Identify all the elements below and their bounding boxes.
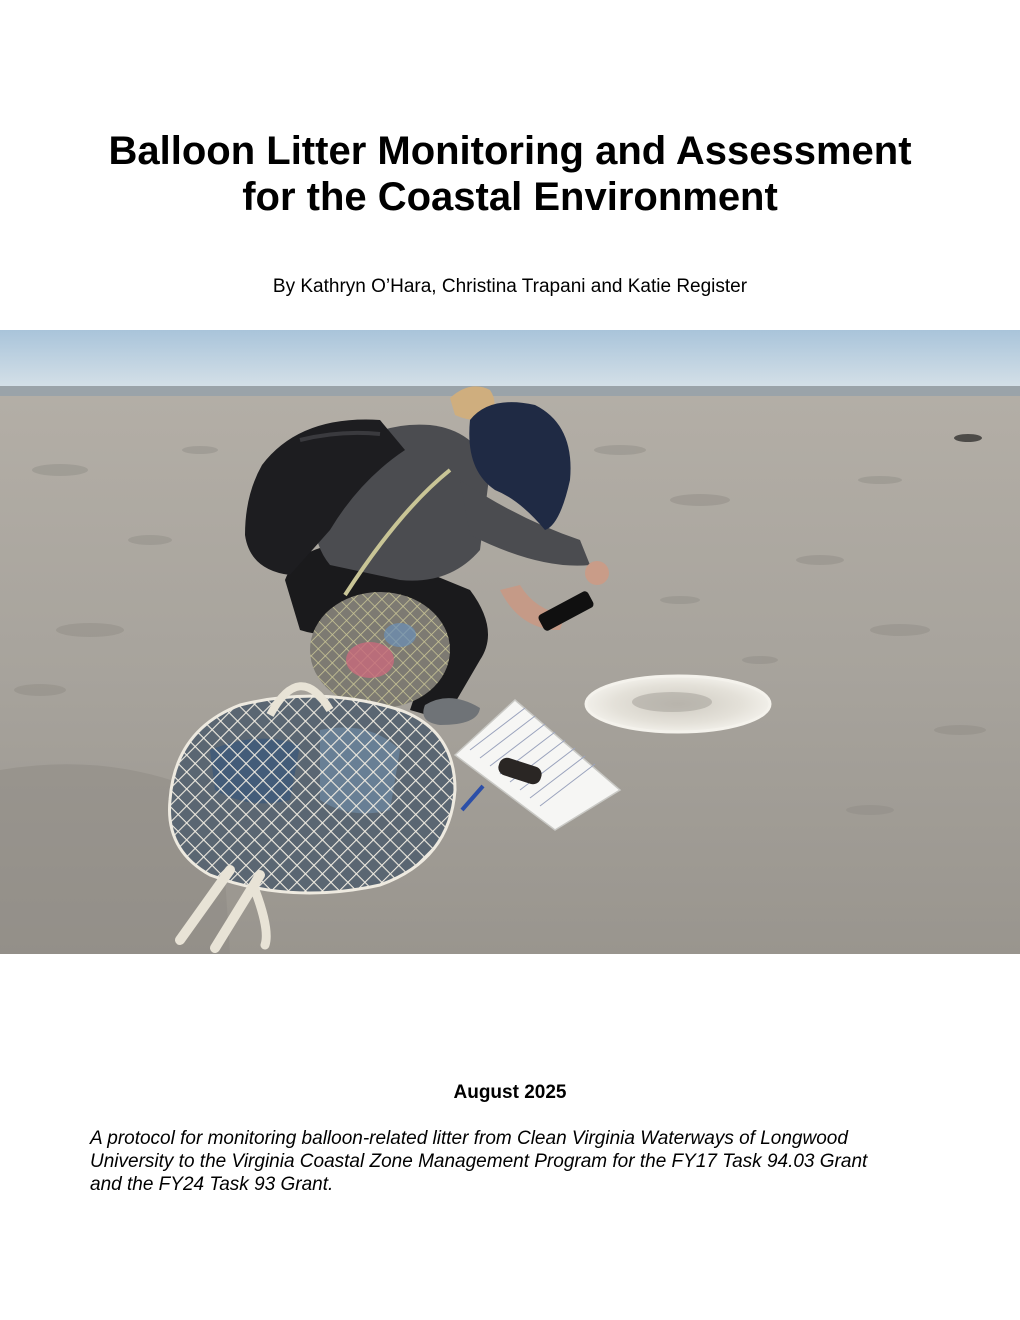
far-debris [954,434,982,442]
beach-scene-illustration [0,330,1020,954]
title-line-2: for the Coastal Environment [242,175,778,219]
sky [0,330,1020,390]
document-title [0,128,1020,220]
description-line-1: A protocol for monitoring balloon-related litter from Clean Virginia Waterways of Longwood [90,1128,848,1149]
description-line-3: and the FY24 Task 93 Grant. [90,1174,334,1195]
document-description [90,1127,930,1196]
person-hand [585,561,609,585]
title-line-1: Balloon Litter Monitoring and Assessment [108,129,912,173]
description-line-2: University to the Virginia Coastal Zone Management Program for the FY17 Task 94.03 Grant [90,1151,868,1172]
cover-photo [0,330,1020,954]
author-line: By Kathryn O’Hara, Christina Trapani and Katie Register [272,276,748,297]
publication-date: August 2025 [453,1082,567,1103]
